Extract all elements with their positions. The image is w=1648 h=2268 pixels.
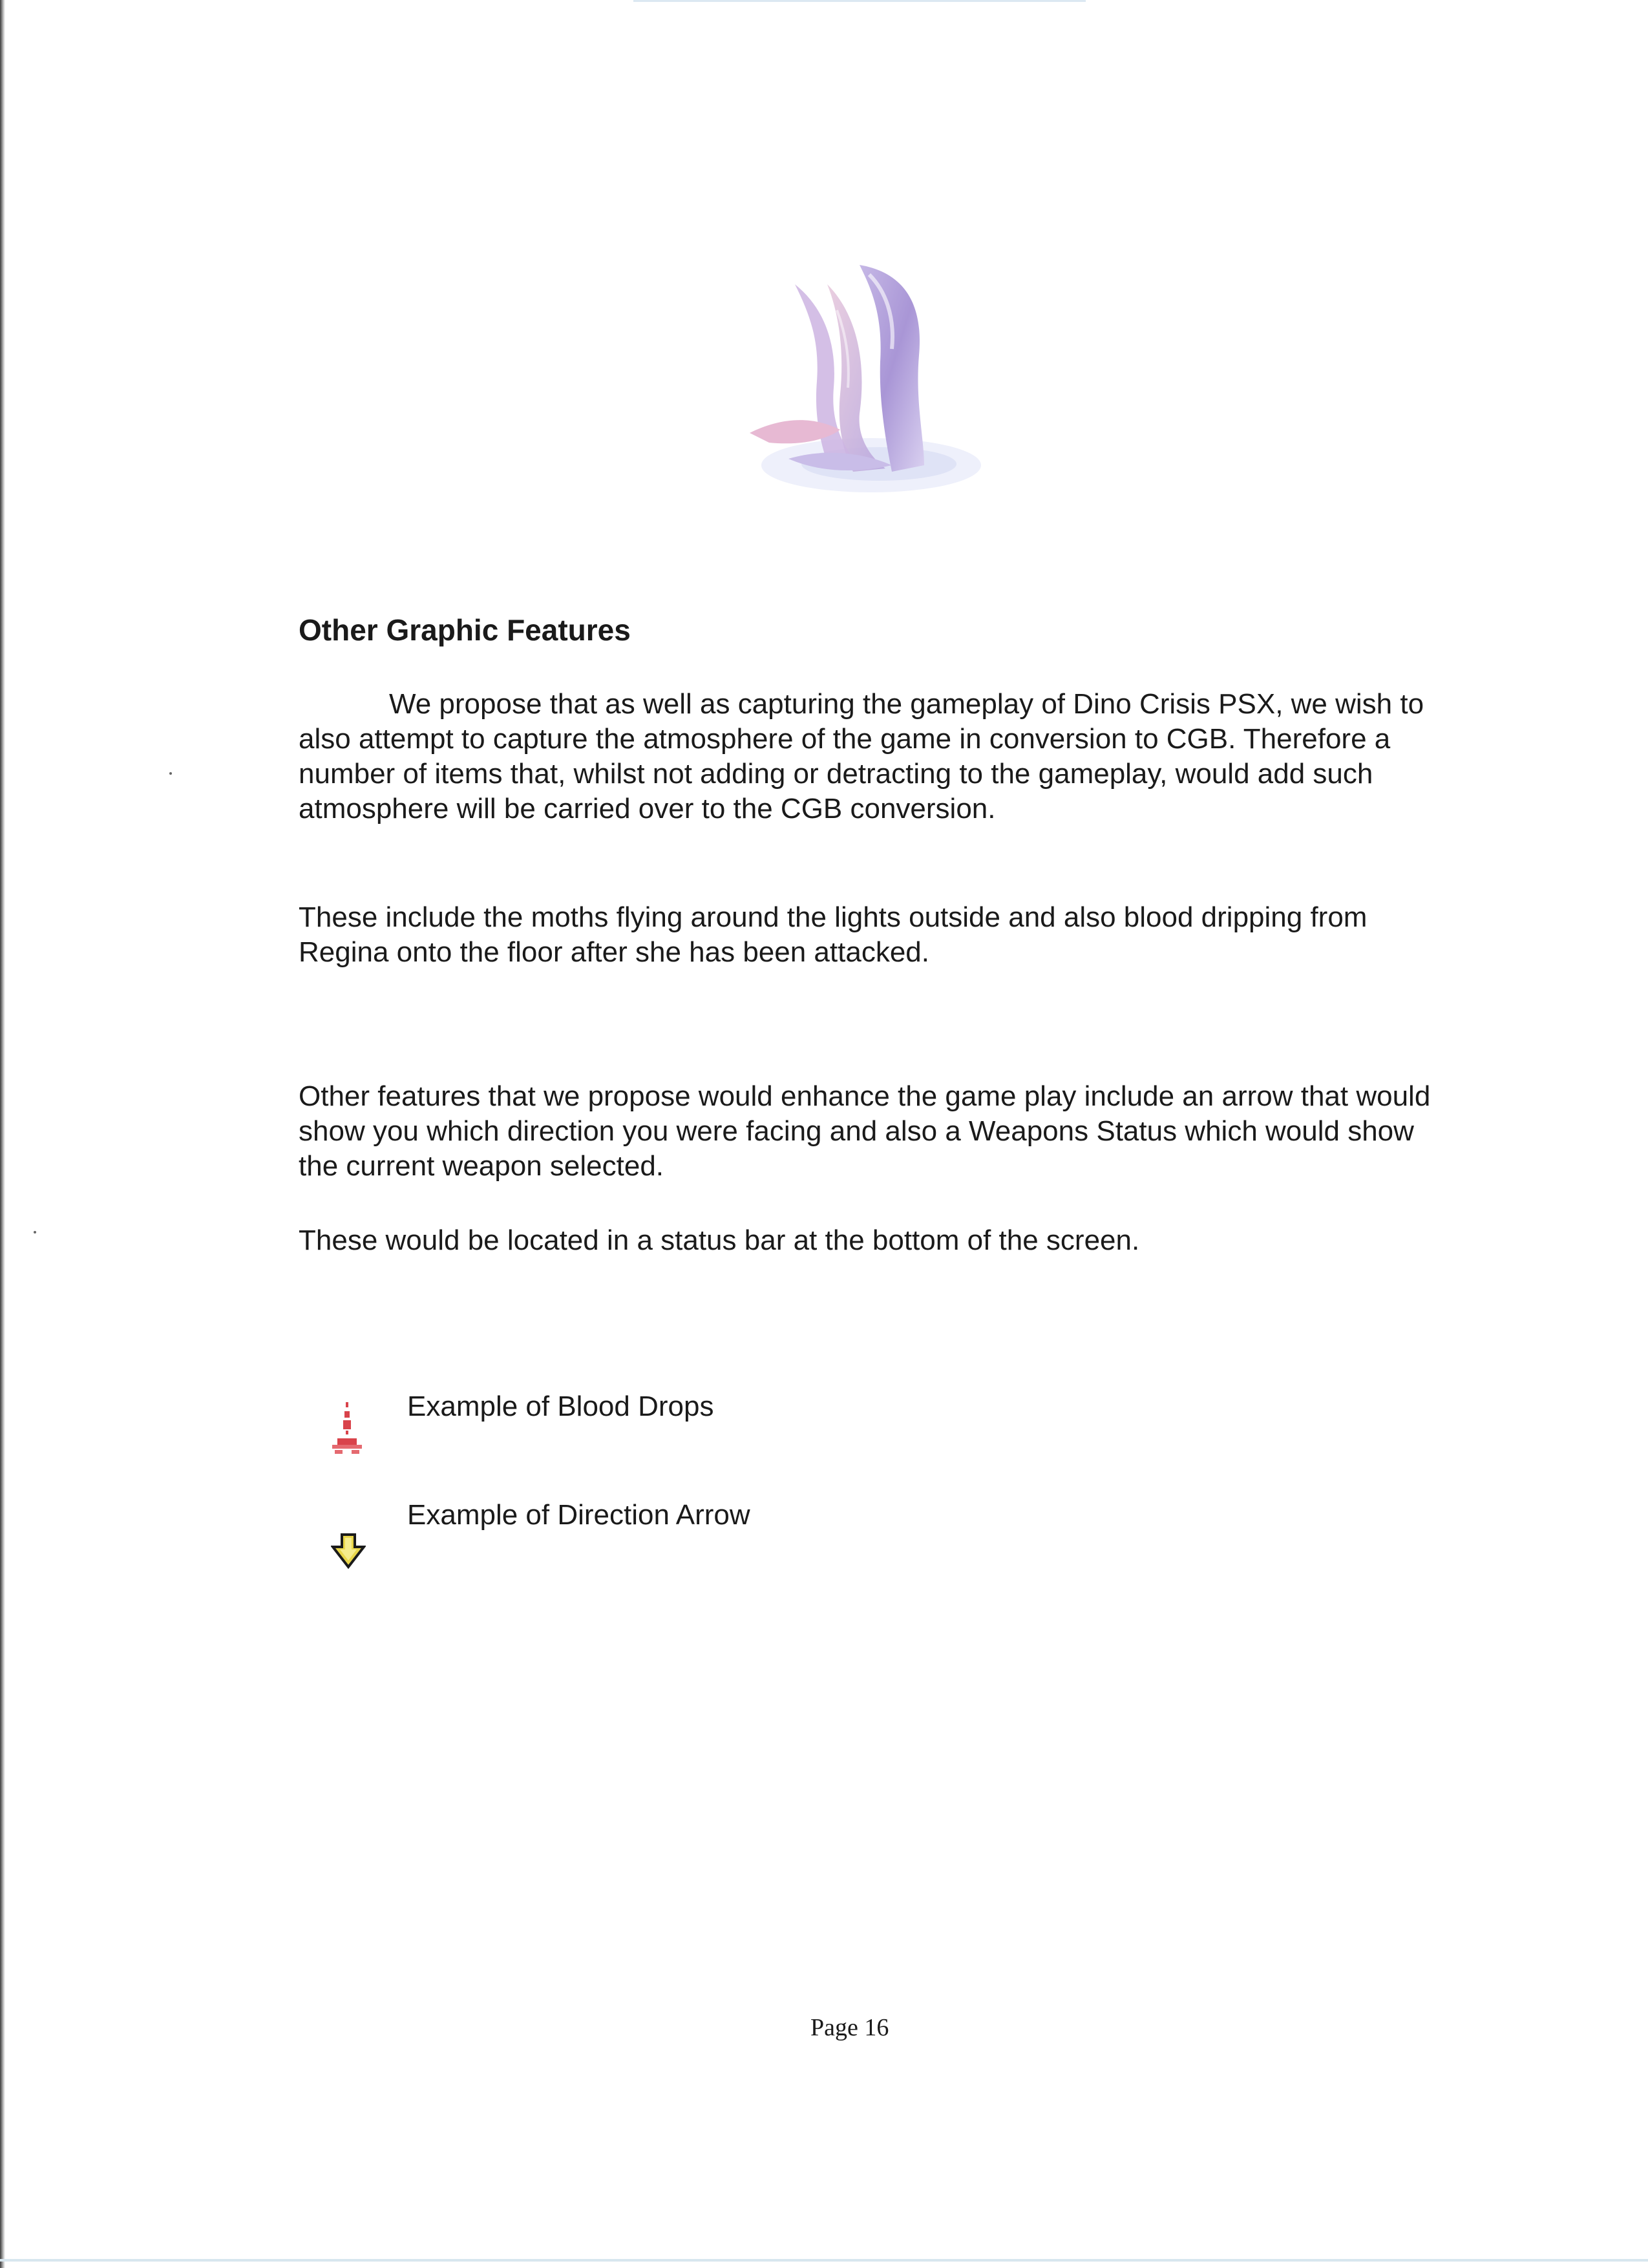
paragraph-status-bar: These would be located in a status bar at the bottom of the screen. [299,1224,1140,1256]
page-number: Page 16 [810,2014,889,2041]
example-blood-drops-label: Example of Blood Drops [407,1391,714,1422]
paragraph-atmosphere-items: These include the moths flying around the lights outside and also blood dripping from Regina onto the floor after she has been attacked. [299,901,1368,968]
scan-edge-left [0,0,5,2268]
paragraph-intro [299,687,1436,826]
claw-emblem-icon [730,246,989,504]
scan-speck [169,772,172,775]
direction-arrow-icon [331,1533,366,1569]
scan-speck [34,1231,36,1234]
scan-edge-top [633,0,1086,2]
blood-drops-icon [331,1401,363,1459]
paragraph-intro-text: We propose that as well as capturing the gameplay of Dino Crisis PSX, we wish to also attempt to capture the atmosphere of the game in conversion to CGB. Therefore a number of items that, whilst not adding or detracting to the gameplay, would add such atmosphere will be carried over to the CGB conversion. [299,688,1424,824]
example-direction-arrow [331,1498,1171,1569]
section-heading: Other Graphic Features [299,613,631,647]
example-blood-drops [331,1389,1171,1460]
example-direction-arrow-label: Example of Direction Arrow [407,1499,750,1531]
paragraph-gameplay-features: Other features that we propose would enhance the game play include an arrow that would show you which direction you were facing and also a Weapons Status which would show the current weapon selected. [299,1080,1431,1182]
scan-edge-bottom [0,2259,1648,2262]
